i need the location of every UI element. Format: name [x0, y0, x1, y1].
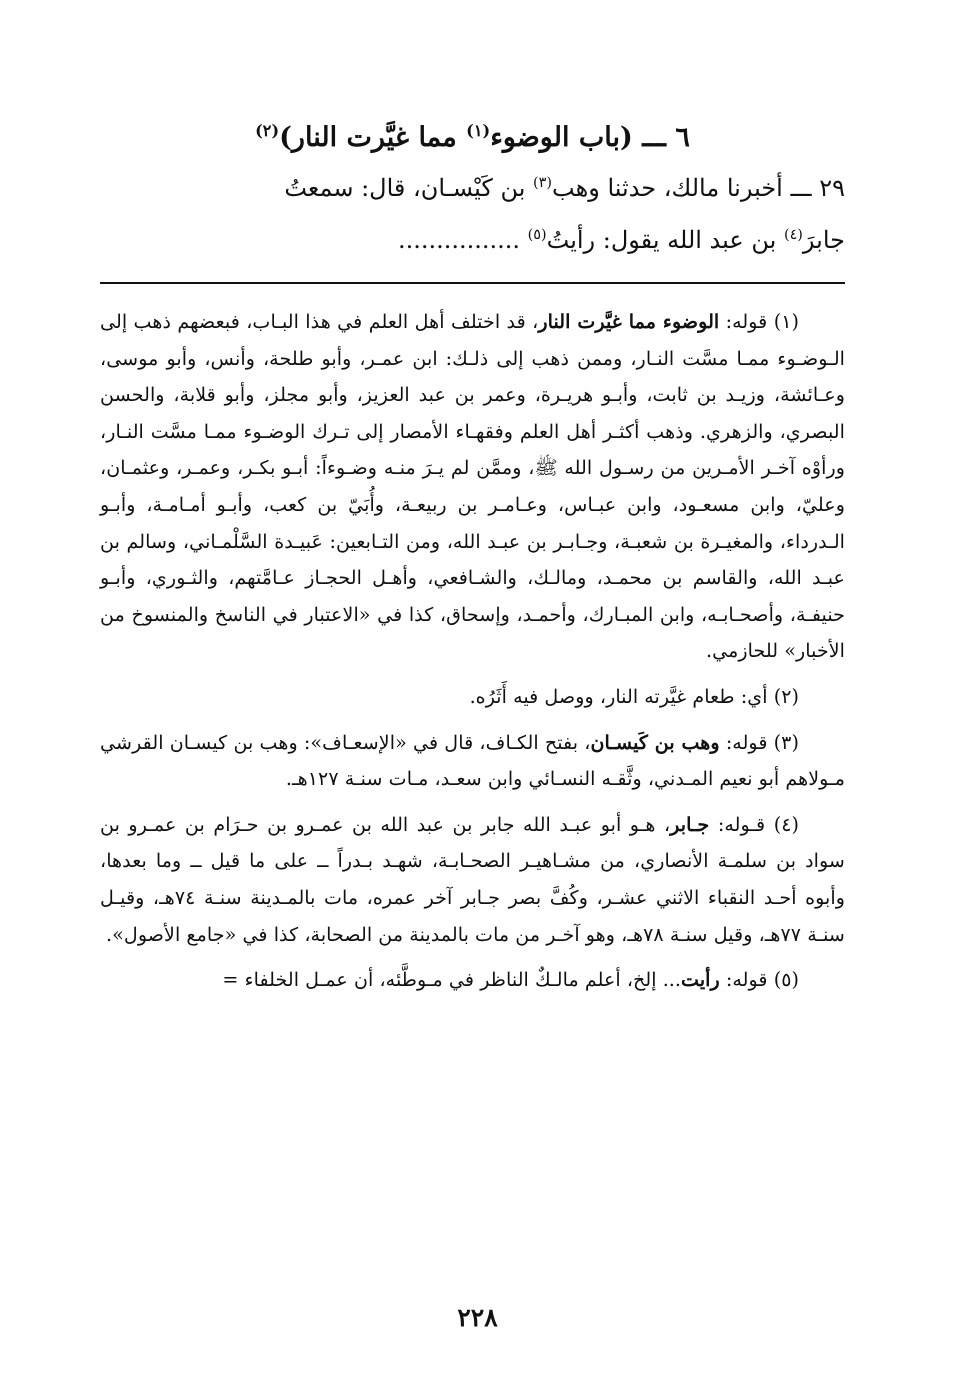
footnote-number: (١) [773, 310, 799, 333]
footnote [100, 679, 845, 716]
hadith-line [100, 162, 845, 214]
footnote-keyword: رأيت [681, 968, 720, 992]
footnote-text: ، قد اختلف أهل العلم في هذا البـاب، فبعضهم ذهب إلى الـوضـوء ممـا مسَّت النـار، وممن ذهب إلى ذلـك: ابن عمـر، وأبو طلحة، وأنس، وأبو موسى، وعـائشة، وزيـد بن ثابت، وأبـو هريـرة، وعمر بن عبد العزيز، وأبو مجلز، وأبو قلابة، والحسن البصري، والزهري. وذهب أكثـر أهل العلم وفقهـاء الأمصار إلى تـرك الوضـوء ممـا مسَّت النـار، ورأوْه آخـر الأمـرين من رسـول الله ﷺ، وممَّن لم يـرَ منـه وضـوءاً: أبـو بكـر، وعمـر، وعثمـان، وعليّ، وابن مسعـود، وابن عبـاس، وعـامـر بن ربيعـة، وأُبَيّ بن كعب، وأبـو أمـامـة، وأبـو الـدرداء، والمغيـرة بن شعبـة، وجـابـر بن عبـد الله، ومن التـابعين: عَبيـدة السَّلْمـاني، وسالم بن عبـد الله، والقاسم بن محمـد، ومالـك، والشـافعي، وأهـل الحجـاز عـامَّتهم، والثـوري، وأبـو حنيفـة، وأصحـابـه، وابن المبـارك، وأحمـد، وإسحاق، كذا في «الاعتبار في الناسخ والمنسوخ من الأخبار» للحازمي. [100, 310, 845, 663]
footnote-ref-2: (٢) [255, 121, 280, 140]
chapter-title: (باب الوضوء [490, 122, 633, 153]
page-number: ٢٢٨ [457, 1303, 498, 1332]
hadith-text [100, 162, 845, 266]
footnote-lead: قوله: [725, 730, 768, 754]
footnote [100, 725, 845, 798]
chapter-dash: ـــ [642, 122, 666, 153]
chapter-title-rest: مما غيَّرت النار) [279, 122, 457, 153]
footnote-number: (٣) [773, 730, 799, 754]
footnote-number: (٤) [773, 812, 799, 836]
hadith-text-segment: بن عبد الله يقول: رأيتُ [546, 226, 777, 254]
footnote-ref-5: (٥) [527, 227, 547, 243]
footnote-lead: قـوله: [717, 812, 766, 836]
footnote-number: (٥) [773, 968, 799, 992]
footnote-lead: قوله: [725, 968, 768, 992]
footnote-ref-3: (٣) [533, 175, 553, 191]
book-page [100, 118, 845, 1008]
footnote-keyword: الوضوء مما غيَّرت النار [538, 310, 720, 333]
footnote-ref-1: (١) [466, 121, 491, 140]
footnote-text: ... إلخ، أعلم مالـكٌ الناظر في مـوطَّئه، أن عمـل الخلفاء = [222, 968, 681, 992]
chapter-heading [100, 118, 845, 162]
footnote-separator [100, 282, 845, 284]
footnote-lead: قوله: [725, 310, 768, 333]
hadith-text-segment: جابرَ [802, 226, 845, 254]
chapter-number: ٦ [675, 122, 690, 153]
hadith-number: ٢٩ ـــ [790, 174, 845, 202]
footnote-ref-4: (٤) [783, 227, 803, 243]
footnote-text: ، هـو أبو عبـد الله جابر بن عبد الله بن عمـرو بن حـرَام بن عمـرو بن سواد بن سلمـة الأنصاري، من مشـاهيـر الصحـابـة، شهـد بـدراً ــ على ما قيل ــ وما بعدها، وأبوه أحـد النقباء الاثني عشـر، وكُفَّ بصر جـابر آخر عمره، مات بالمـدينة سنـة ٧٤هـ، وقيـل سنـة ٧٧هـ، وقيل سنـة ٧٨هـ، وهو آخـر من مات بالمدينة من الصحابة، كذا في «جامع الأصول». [100, 812, 845, 946]
footnote [100, 304, 845, 670]
continuation-dots: ................ [397, 226, 520, 254]
footnotes [100, 304, 845, 999]
footnote-text: ، بفتح الكـاف، قال في «الإسعـاف»: وهب بن كيسـان القرشي مـولاهم أبو نعيم المـدني، وثَّقـه النسـائي وابن سعـد، مـات سنـة ١٢٧هـ. [100, 730, 845, 791]
footnote-text: طعام غيَّرته النار، ووصل فيه أَثَرُه. [469, 684, 735, 708]
footnote-keyword: وهب بن كَيسـان [590, 730, 720, 754]
footnote-lead: أي: [740, 684, 768, 708]
footnote-keyword: جـابر [670, 812, 710, 836]
hadith-text-segment: أخبرنا مالك، حدثنا وهب [552, 174, 783, 202]
footnote [100, 807, 845, 953]
hadith-line [100, 214, 845, 266]
footnote-number: (٢) [773, 684, 799, 708]
footnote [74, 962, 845, 999]
hadith-text-segment: بن كَيْسـان، قال: سمعتُ [284, 174, 526, 202]
